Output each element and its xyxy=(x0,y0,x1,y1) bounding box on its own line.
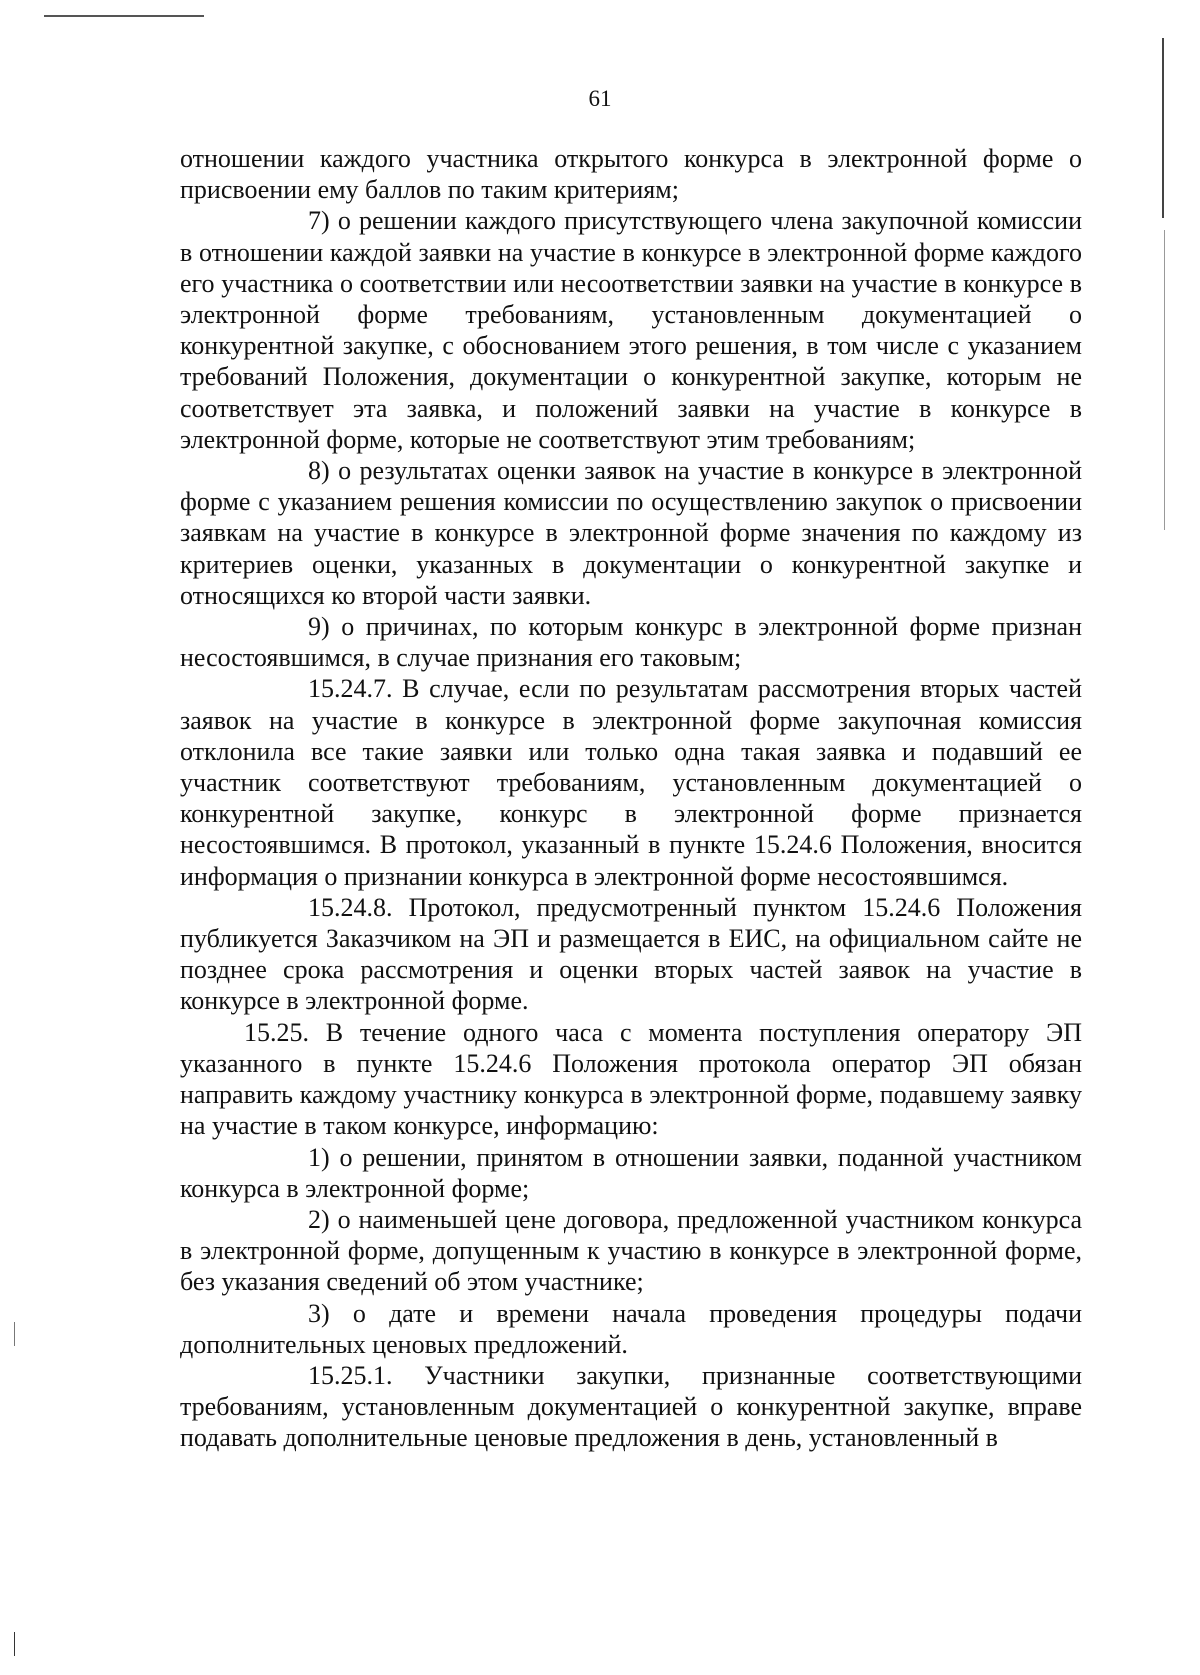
scan-artifact-top-left xyxy=(44,15,204,17)
scan-artifact-right-edge xyxy=(1162,38,1164,218)
paragraph-text: о решении, принятом в отношении заявки, поданной участником конкурса в электронной форме; xyxy=(180,1142,1083,1203)
paragraph-text: о наименьшей цене договора, предложенной участником конкурса в электронной форме, допущенным к участию в конкурсе в электронной форме, без указания сведений об этом участнике; xyxy=(180,1204,1082,1297)
list-item-2 xyxy=(180,1204,1082,1298)
clause-15-25-1 xyxy=(180,1360,1082,1454)
document-body xyxy=(180,143,1082,1454)
clause-15-24-7 xyxy=(180,673,1082,891)
paragraph-text: о результатах оценки заявок на участие в конкурсе в электронной форме с указанием решения комиссии по осуществлению закупок о присвоении заявкам на участие в конкурсе в электронной форме значения по каждому из критериев оценки, указанных в документации о конкурентной закупке и относящихся ко второй части заявки. xyxy=(180,456,1083,610)
paragraph-continuation xyxy=(180,143,1082,205)
list-item-number: 7) xyxy=(308,206,330,236)
paragraph-text: В случае, если по результатам рассмотрения вторых частей заявок на участие в конкурсе в электронной форме закупочная комиссия отклонила все такие заявки или только одна такая заявка и подавший ее участник соответствуют требованиям, установленным документацией о конкурентной закупке, конкурс в электронной форме признается несостоявшимся. В протокол, указанный в пункте 15.24.6 Положения, вносится информация о признании конкурса в электронной форме несостоявшимся. xyxy=(180,674,1082,891)
scan-artifact-left-margin xyxy=(14,1322,15,1346)
list-item-8 xyxy=(180,455,1082,611)
clause-15-25 xyxy=(180,1017,1082,1142)
paragraph-text: о причинах, по которым конкурс в электронной форме признан несостоявшимся, в случае признания его таковым; xyxy=(180,612,1083,673)
paragraph-text: Участники закупки, признанные соответствующими требованиям, установленным документацией о конкурентной закупке, вправе подавать дополнительные ценовые предложения в день, установленный в xyxy=(180,1360,1082,1453)
paragraph-text: 15.25. В течение одного часа с момента поступления оператору ЭП указанного в пункте 15.24.6 Положения протокола оператор ЭП обязан направить каждому участнику конкурса в электронной форме, подавшему заявку на участие в таком конкурсе, информацию: xyxy=(180,1017,1082,1141)
scan-artifact-bottom-left xyxy=(14,1632,15,1656)
clause-15-24-8 xyxy=(180,892,1082,1017)
clause-number: 15.24.7. xyxy=(308,674,393,704)
paragraph-text: отношении каждого участника открытого конкурса в электронной форме о присвоении ему баллов по таким критериям; xyxy=(180,144,1082,205)
list-item-7 xyxy=(180,205,1082,455)
scan-artifact-right-edge-lower xyxy=(1164,230,1165,530)
paragraph-text: Протокол, предусмотренный пунктом 15.24.6 Положения публикуется Заказчиком на ЭП и размещается в ЕИС, на официальном сайте не позднее срока рассмотрения и оценки вторых частей заявок на участие в конкурсе в электронной форме. xyxy=(180,892,1082,1016)
paragraph-text: о решении каждого присутствующего члена закупочной комиссии в отношении каждой заявки на участие в конкурсе в электронной форме каждого его участника о соответствии или несоответствии заявки на участие в конкурсе в электронной форме требованиям, установленным документацией о конкурентной закупке, с обоснованием этого решения, в том числе с указанием требований Положения, документации о конкурентной закупке, которым не соответствует эта заявка, и положений заявки на участие в конкурсе в электронной форме, которые не соответствуют этим требованиям; xyxy=(180,206,1083,454)
list-item-number: 8) xyxy=(308,456,330,486)
list-item-number: 1) xyxy=(308,1142,330,1172)
clause-number: 15.24.8. xyxy=(308,892,393,922)
list-item-number: 9) xyxy=(308,612,330,642)
clause-number: 15.25.1. xyxy=(308,1360,393,1390)
list-item-3 xyxy=(180,1298,1082,1360)
list-item-1 xyxy=(180,1142,1082,1204)
list-item-number: 3) xyxy=(308,1298,330,1328)
paragraph-text: о дате и времени начала проведения процедуры подачи дополнительных ценовых предложений. xyxy=(180,1298,1083,1359)
list-item-number: 2) xyxy=(308,1204,330,1234)
list-item-9 xyxy=(180,611,1082,673)
page-number: 61 xyxy=(588,86,612,111)
